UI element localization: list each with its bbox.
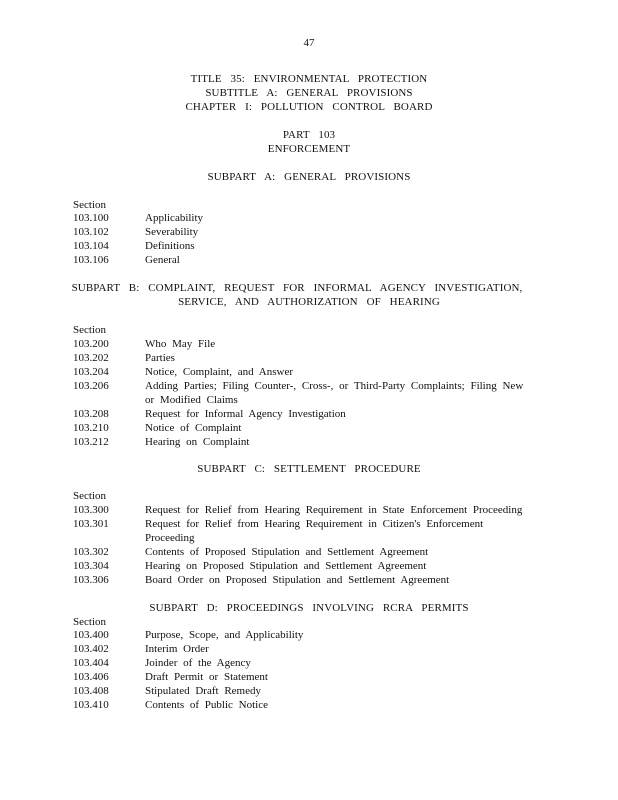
subpart-c-heading: SUBPART C: SETTLEMENT PROCEDURE <box>197 463 421 475</box>
section-title: Applicability <box>145 212 204 224</box>
page-number: 47 <box>303 37 315 49</box>
section-title: Parties <box>145 352 175 364</box>
section-number: 103.300 <box>73 504 109 516</box>
section-title: Board Order on Proposed Stipulation and Settlement Agreement <box>145 574 450 586</box>
section-title: Purpose, Scope, and Applicability <box>145 629 304 641</box>
section-title: Adding Parties; Filing Counter-, Cross-, or Third-Party Complaints; Filing New or Modified Claims <box>145 380 530 406</box>
section-number: 103.400 <box>73 629 109 641</box>
section-title: Who May File <box>145 338 216 350</box>
section-number: 103.302 <box>73 546 109 558</box>
section-title: Severability <box>145 226 199 238</box>
subpart-d-heading: SUBPART D: PROCEEDINGS INVOLVING RCRA PERMITS <box>149 602 469 614</box>
section-title: Request for Informal Agency Investigation <box>145 408 346 420</box>
section-title: Draft Permit or Statement <box>145 671 268 683</box>
section-title: Request for Relief from Hearing Requirement in Citizen's Enforcement Proceeding <box>145 518 489 544</box>
subpart-a-heading: SUBPART A: GENERAL PROVISIONS <box>207 171 411 183</box>
subpart-b-heading-line2: SERVICE, AND AUTHORIZATION OF HEARING <box>178 296 440 308</box>
section-label: Section <box>73 324 106 336</box>
title-line: TITLE 35: ENVIRONMENTAL PROTECTION <box>190 73 428 85</box>
section-title: Contents of Public Notice <box>145 699 268 711</box>
section-label: Section <box>73 490 106 502</box>
subtitle-line: SUBTITLE A: GENERAL PROVISIONS <box>205 87 413 99</box>
section-title: Request for Relief from Hearing Requirement in State Enforcement Proceeding <box>145 504 523 516</box>
section-number: 103.200 <box>73 338 109 350</box>
section-title: General <box>145 254 180 266</box>
section-title: Stipulated Draft Remedy <box>145 685 261 697</box>
chapter-line: CHAPTER I: POLLUTION CONTROL BOARD <box>185 101 433 113</box>
section-number: 103.306 <box>73 574 109 586</box>
section-number: 103.304 <box>73 560 109 572</box>
section-number: 103.408 <box>73 685 109 697</box>
section-number: 103.206 <box>73 380 109 392</box>
section-number: 103.406 <box>73 671 109 683</box>
part-number: PART 103 <box>282 129 336 141</box>
section-number: 103.301 <box>73 518 109 530</box>
section-title: Interim Order <box>145 643 209 655</box>
section-label: Section <box>73 199 106 211</box>
section-title: Contents of Proposed Stipulation and Settlement Agreement <box>145 546 429 558</box>
section-title: Definitions <box>145 240 195 252</box>
section-title: Notice of Complaint <box>145 422 242 434</box>
section-number: 103.212 <box>73 436 109 448</box>
section-number: 103.204 <box>73 366 109 378</box>
section-number: 103.106 <box>73 254 109 266</box>
section-number: 103.410 <box>73 699 109 711</box>
section-number: 103.402 <box>73 643 109 655</box>
section-number: 103.202 <box>73 352 109 364</box>
part-name: ENFORCEMENT <box>267 143 351 155</box>
section-number: 103.102 <box>73 226 109 238</box>
section-title: Hearing on Proposed Stipulation and Settlement Agreement <box>145 560 427 572</box>
subpart-b-heading: SUBPART B: COMPLAINT, REQUEST FOR INFORMAL AGENCY INVESTIGATION, <box>71 282 523 294</box>
section-number: 103.404 <box>73 657 109 669</box>
section-title: Notice, Complaint, and Answer <box>145 366 294 378</box>
section-title: Hearing on Complaint <box>145 436 250 448</box>
section-number: 103.210 <box>73 422 109 434</box>
section-number: 103.208 <box>73 408 109 420</box>
section-number: 103.100 <box>73 212 109 224</box>
section-label: Section <box>73 616 106 628</box>
section-title: Joinder of the Agency <box>145 657 251 669</box>
section-number: 103.104 <box>73 240 109 252</box>
